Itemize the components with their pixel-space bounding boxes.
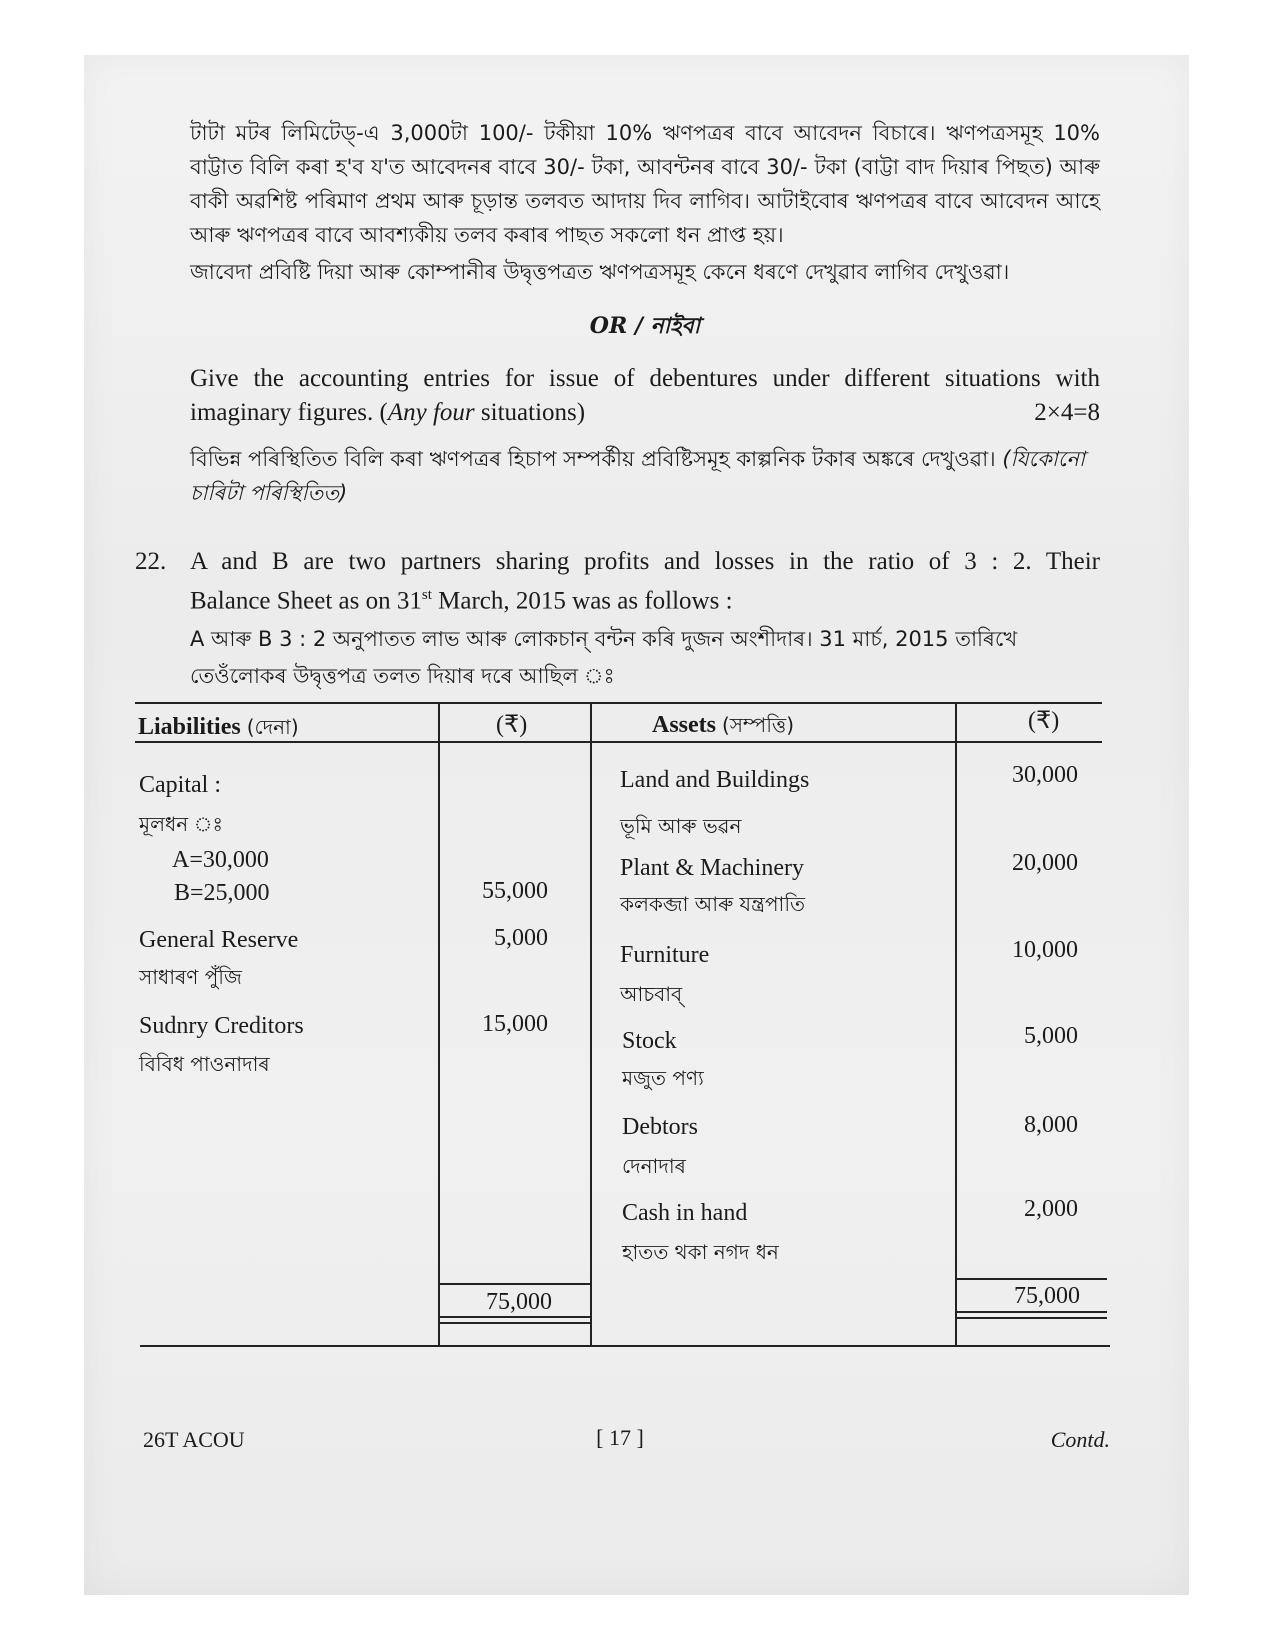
q21-or-paren: ( bbox=[379, 399, 388, 426]
liab-sundry-creditors-bn: বিবিধ পাওনাদাৰ bbox=[139, 1052, 270, 1076]
q21-or-paren-rest: situations) bbox=[474, 399, 586, 426]
asset-land-buildings: Land and Buildings bbox=[620, 767, 810, 793]
q21-or-assamese-italic: (যিকোনো চাৰিটা পৰিস্থিতিত) bbox=[190, 447, 1085, 505]
table-divider-2 bbox=[590, 704, 592, 1345]
assets-total-rule-top bbox=[957, 1278, 1107, 1280]
liab-total-rule-bottom2 bbox=[440, 1322, 590, 1324]
asset-furniture-bn: আচবাব্ bbox=[620, 982, 683, 1006]
asset-plant-machinery-bn: কলকব্জা আৰু যন্ত্ৰপাতি bbox=[620, 892, 806, 916]
header-assets-en: Assets bbox=[652, 712, 716, 738]
q22-line2-b: March, 2015 was as follows : bbox=[431, 587, 733, 615]
header-liabilities bbox=[138, 712, 299, 742]
header-assets-bn: (সম্পত্তি) bbox=[722, 713, 795, 737]
q21-assamese-paragraph: টাটা মটৰ লিমিটেড্-এ 3,000টা 100/- টকীয়া 10% ঋণপত্ৰৰ বাবে আবেদন বিচাৰে। ঋণপত্ৰসমূহ 10% বাট্টাত বিলি কৰা হ'ব য'ত আবেদনৰ বাবে 30/- টকা, আবন্টনৰ বাবে 30/- টকা (বাট্টা বাদ দিয়াৰ পিছত) আৰু বাকী অৱশিষ্ট পৰিমাণ প্ৰথম আৰু চূড়ান্ত তলবত আদায় দিব লাগিব। আটাইবোৰ ঋণপত্ৰৰ বাবে আবেদন আহে আৰু ঋণপত্ৰৰ বাবে আবশ্যকীয় তলব কৰাৰ পাছত সকলো ধন প্ৰাপ্ত হয়। bbox=[190, 121, 1100, 247]
q22-number: 22. bbox=[135, 548, 167, 575]
assets-total-rule-bottom1 bbox=[957, 1311, 1107, 1313]
asset-furniture-value: 10,000 bbox=[1012, 937, 1078, 963]
liab-capital-b: B=25,000 bbox=[174, 880, 270, 906]
header-rupee-assets: (₹) bbox=[1028, 708, 1060, 734]
header-assets bbox=[652, 710, 794, 740]
assets-total-rule-bottom2 bbox=[957, 1317, 1107, 1319]
assets-total: 75,000 bbox=[1014, 1283, 1080, 1309]
header-liabilities-bn: (দেনা) bbox=[246, 715, 299, 739]
liab-total: 75,000 bbox=[486, 1289, 552, 1315]
q21-or-assamese bbox=[190, 442, 1100, 510]
liab-total-rule-top bbox=[440, 1283, 590, 1285]
asset-land-buildings-bn: ভূমি আৰু ভৱন bbox=[620, 814, 742, 838]
q21-assamese-instruction: জাবেদা প্ৰবিষ্টি দিয়া আৰু কোম্পানীৰ উদ্বৃত্তপত্ৰত ঋণপত্ৰসমূহ কেনে ধৰণে দেখুৱাব লাগিব দেখুওৱা। bbox=[190, 260, 1010, 284]
asset-stock: Stock bbox=[622, 1028, 677, 1054]
or-separator: OR / নাইবা bbox=[589, 313, 701, 339]
liab-general-reserve-value: 5,000 bbox=[494, 925, 548, 951]
liab-sundry-creditors-value: 15,000 bbox=[482, 1011, 548, 1037]
asset-land-buildings-value: 30,000 bbox=[1012, 762, 1078, 788]
liab-general-reserve-bn: সাধাৰণ পুঁজি bbox=[139, 965, 242, 989]
asset-plant-machinery: Plant & Machinery bbox=[620, 855, 804, 881]
asset-stock-bn: মজুত পণ্য bbox=[622, 1066, 704, 1090]
q22-superscript: st bbox=[421, 587, 432, 603]
header-rupee-liab: (₹) bbox=[496, 712, 528, 738]
liab-capital-a: A=30,000 bbox=[172, 847, 269, 873]
liab-capital-total: 55,000 bbox=[482, 878, 548, 904]
liab-capital: Capital : bbox=[139, 772, 221, 798]
footer-paper-code: 26T ACOU bbox=[143, 1427, 245, 1452]
q22-assamese-line1: A আৰু B 3 : 2 অনুপাতত লাভ আৰু লোকচান্ বন্টন কৰি দুজন অংশীদাৰ। 31 মাৰ্চ, 2015 তাৰিখে bbox=[190, 627, 1018, 651]
liab-general-reserve: General Reserve bbox=[139, 927, 299, 953]
table-bottom-rule bbox=[140, 1345, 1110, 1347]
liab-capital-bn: মূলধন ঃ bbox=[139, 812, 224, 836]
footer-page-number: [ 17 ] bbox=[596, 1425, 644, 1450]
asset-cash: Cash in hand bbox=[622, 1200, 748, 1226]
asset-debtors: Debtors bbox=[622, 1114, 698, 1140]
liab-total-rule-bottom1 bbox=[440, 1316, 590, 1318]
q21-or-text: Give the accounting entries for issue of debentures under different situations with imaginary figures. bbox=[190, 365, 1100, 426]
asset-furniture: Furniture bbox=[620, 942, 710, 968]
asset-cash-value: 2,000 bbox=[1024, 1196, 1078, 1222]
asset-plant-machinery-value: 20,000 bbox=[1012, 850, 1078, 876]
q22-english-line2 bbox=[190, 578, 1100, 618]
q22-line2-a: Balance Sheet as on 31 bbox=[190, 587, 422, 615]
q21-marks: 2×4=8 bbox=[1034, 399, 1100, 426]
asset-stock-value: 5,000 bbox=[1024, 1023, 1078, 1049]
q21-or-italic: Any four bbox=[387, 399, 475, 426]
asset-cash-bn: হাতত থকা নগদ ধন bbox=[622, 1240, 779, 1264]
asset-debtors-value: 8,000 bbox=[1024, 1112, 1078, 1138]
table-divider-3 bbox=[955, 704, 957, 1345]
q22-english-line1: A and B are two partners sharing profits and losses in the ratio of 3 : 2. Their bbox=[190, 548, 1100, 575]
q21-or-assamese-text: বিভিন্ন পৰিস্থিতিত বিলি কৰা ঋণপত্ৰৰ হিচাপ সম্পৰ্কীয় প্ৰবিষ্টিসমূহ কাল্পনিক টকাৰ অঙ্কৰে দেখুওৱা। bbox=[190, 447, 1003, 471]
q22-assamese-line2: তেওঁলোকৰ উদ্বৃত্তপত্ৰ তলত দিয়াৰ দৰে আছিল ঃ bbox=[190, 664, 615, 688]
header-liabilities-en: Liabilities bbox=[138, 714, 241, 740]
liab-sundry-creditors: Sudnry Creditors bbox=[139, 1013, 304, 1039]
q21-or-english-question bbox=[190, 362, 1100, 430]
asset-debtors-bn: দেনাদাৰ bbox=[622, 1154, 686, 1178]
footer-contd: Contd. bbox=[1050, 1427, 1110, 1452]
